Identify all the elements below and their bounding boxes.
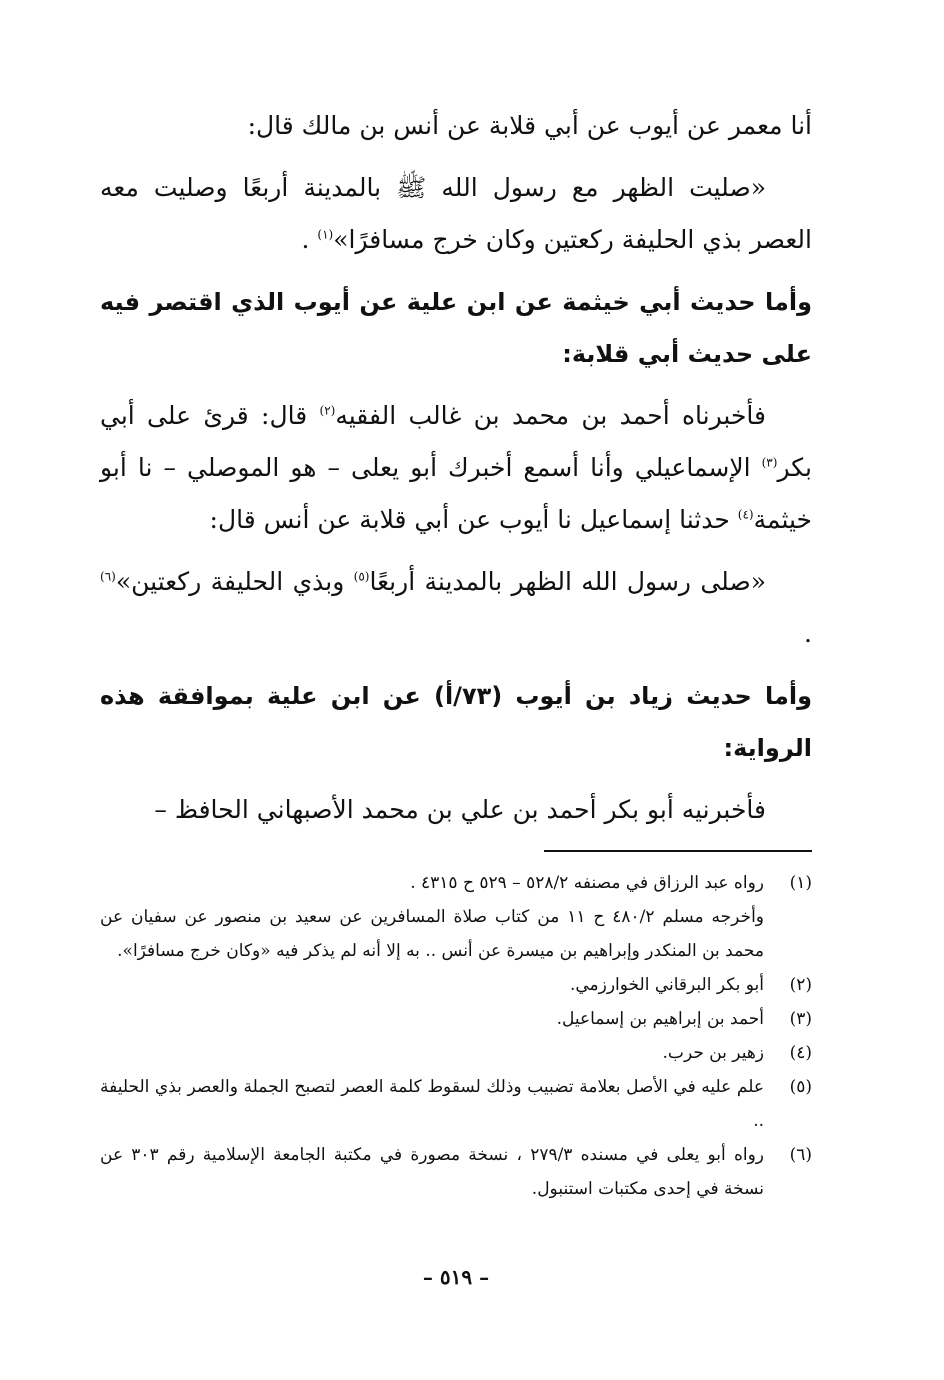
main-text (100, 100, 812, 836)
paragraph-isnad-3: فأخبرنيه أبو بكر أحمد بن علي بن محمد الأصبهاني الحافظ – (154, 795, 766, 824)
hadith-1-end: . (301, 225, 318, 254)
hadith-1-text: «صليت الظهر مع رسول الله ﷺ بالمدينة أربعًا وصليت معه العصر بذي الحليفة ركعتين وكان خرج مسافرًا» (100, 173, 812, 254)
paragraph-hadith-1 (100, 162, 812, 266)
footnote-item (100, 1002, 812, 1036)
isnad-2-a: فأخبرناه أحمد بن محمد بن غالب الفقيه (335, 401, 766, 430)
footnote-text: وأخرجه مسلم ٤٨٠/٢ ح ١١ من كتاب صلاة المسافرين عن سعيد بن منصور عن سفيان عن محمد بن المنكدر وإبراهيم بن ميسرة عن أنس .. به إلا أنه لم يذكر فيه «وكان خرج مسافرًا». (100, 907, 765, 961)
footnote-number: (٣) (789, 1009, 812, 1029)
footnote-divider (544, 850, 812, 852)
footnote-number: (٤) (789, 1043, 812, 1063)
footnote-number: (٦) (789, 1145, 812, 1165)
footnote-number: (١) (789, 873, 812, 893)
footnote-text: زهير بن حرب. (662, 1043, 764, 1063)
footnote-number (764, 900, 812, 968)
footnote-item (100, 1138, 812, 1206)
footnote-item (100, 866, 812, 900)
isnad-2-d: حدثنا إسماعيل نا أيوب عن أبي قلابة عن أنس قال: (209, 505, 738, 534)
page (100, 100, 812, 1310)
footnote-number: (٥) (789, 1077, 812, 1097)
footnote-item (100, 1036, 812, 1070)
footnote-ref-1[interactable]: (١) (317, 227, 334, 242)
isnad-2-b: قال: قرئ على أبي بكر (100, 401, 812, 482)
section-heading-2: وأما حديث زياد بن أيوب (٧٣/أ) عن ابن علية بموافقة هذه الرواية: (100, 682, 812, 762)
hadith-2-b: وبذي الحليفة ركعتين» (115, 567, 354, 596)
footnote-item (100, 900, 812, 968)
footnotes (100, 866, 812, 1206)
footnote-item (100, 968, 812, 1002)
footnote-item (100, 1070, 812, 1138)
footnote-ref-4[interactable]: (٤) (737, 507, 754, 522)
hadith-2-end: . (804, 619, 812, 648)
footnote-text: رواه عبد الرزاق في مصنفه ٥٢٨/٢ – ٥٢٩ ح ٤٣١٥ . (410, 873, 764, 893)
paragraph-hadith-2 (100, 556, 812, 660)
footnote-text: علم عليه في الأصل بعلامة تضبيب وذلك لسقوط كلمة العصر لتصبح الجملة والعصر بذي الحليفة .. (100, 1077, 764, 1131)
paragraph-isnad-2 (100, 390, 812, 546)
paragraph-isnad-1: أنا معمر عن أيوب عن أبي قلابة عن أنس بن مالك قال: (247, 111, 812, 140)
footnote-text: أحمد بن إبراهيم بن إسماعيل. (556, 1009, 764, 1029)
footnote-number: (٢) (789, 975, 812, 995)
isnad-2-c: الإسماعيلي وأنا أسمع أخبرك أبو يعلى – هو الموصلي – نا أبو خيثمة (100, 453, 812, 534)
footnote-ref-6[interactable]: (٦) (100, 569, 116, 584)
page-number: – ٥١٩ – (422, 1265, 490, 1289)
section-heading-1: وأما حديث أبي خيثمة عن ابن علية عن أيوب الذي اقتصر فيه على حديث أبي قلابة: (100, 288, 812, 368)
footnote-text: رواه أبو يعلى في مسنده ٢٧٩/٣ ، نسخة مصورة في مكتبة الجامعة الإسلامية رقم ٣٠٣ عن نسخة في إحدى مكتبات استنبول. (100, 1145, 764, 1199)
footnote-ref-3[interactable]: (٣) (761, 455, 778, 470)
hadith-2-a: «صلى رسول الله الظهر بالمدينة أربعًا (369, 567, 766, 596)
footnote-text: أبو بكر البرقاني الخوارزمي. (569, 975, 764, 995)
footnote-ref-5[interactable]: (٥) (353, 569, 370, 584)
footnote-ref-2[interactable]: (٢) (319, 403, 336, 418)
